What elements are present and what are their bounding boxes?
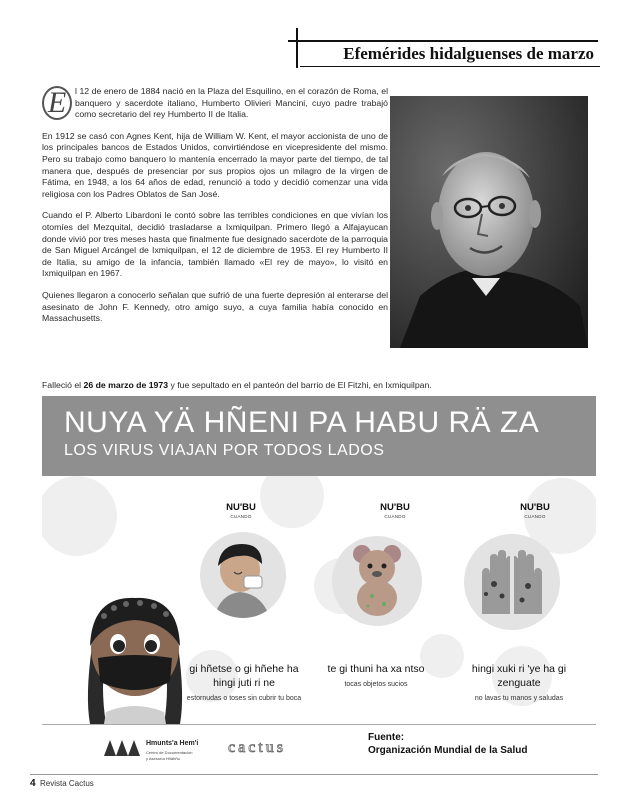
header-underline (300, 66, 600, 67)
portrait-photo (390, 96, 588, 348)
hmuntsa-hemi-logo-icon (102, 738, 142, 758)
paragraph-2: En 1912 se casó con Agnes Kent, hija de William W. Kent, el mayor accionista de uno de los principales bancos de Estados Unidos, convirtiéndose en vicepresidente del mismo. Pero su trabajo como banquero lo mantenía encerrado la mayor parte del tiempo, de tal manera que, después de presenciar por sus propios ojos un milagro de la virgen de Fátima, en 1948, a los 64 años de edad, renunció a todo y decidió comenzar una vida religiosa con los Padres Oblatos de San José. (42, 130, 388, 199)
banner-subtitle: LOS VIRUS VIAJAN POR TODOS LADOS (64, 442, 385, 459)
paragraph-3: Cuando el P. Alberto Libardoni le contó sobre las terribles condiciones en que vivían los otomíes del Mezquital, decidió trasladarse a Ixmiquilpan. Primero llegó a Alfajayucan donde vivió por tres meses hasta que finalmente fue designado sacerdote de la parroquia de San Miguel Arcángel de Ixmiquilpan, el 12 de diciembre de 1953. El rey Humberto II de Italia, su amigo de la infancia, también llamado «El rey de mayo», lo visitó en Ixmiquilpan en 1967. (42, 210, 388, 279)
tag-when-3: NU'BU CUANDO (520, 502, 550, 519)
source-value: Organización Mundial de la Salud (368, 745, 528, 756)
paragraph-1: E l 12 de enero de 1884 nació en la Plaza del Esquilino, en el corazón de Roma, el banquero y sacerdote italiano, Humberto Olivieri Mancini, cuyo padre trabajó como secretario del rey Humberto II de Italia. (42, 86, 388, 121)
caption-2: te gi thuni ha xa ntso tocas objetos sucios (327, 663, 425, 688)
header-horizontal-rule (288, 40, 598, 42)
source-label: Fuente: (368, 732, 405, 743)
tag-when-1: NU'BU CUANDO (226, 502, 256, 519)
magazine-name: Revista Cactus (40, 779, 94, 788)
dirty-hands-circle (464, 534, 560, 630)
infographic (42, 476, 596, 724)
page-number: 4 (30, 778, 36, 789)
caption-3: hingi xuki ri 'ye ha gi zenguate no lavas tu manos y saludas (471, 663, 567, 702)
cactus-logo-text: cactus (228, 739, 286, 756)
sneezing-boy-circle (200, 532, 286, 618)
page-rule (30, 774, 598, 775)
closing-line: Falleció el 26 de marzo de 1973 y fue sepultado en el panteón del barrio de El Fitzhi, en Ixmiquilpan. (42, 380, 432, 390)
paragraph-4: Quienes llegaron a conocerlo señalan que sufrió de una fuerte depresión al enterarse del asesinato de John F. Kennedy, otro amigo suyo, a cuya familia había conocido en Massachusetts. (42, 289, 388, 324)
caption-1: gi hñetse o gi hñehe ha hingi juti ri ne estornudas o toses sin cubrir tu boca (186, 663, 302, 702)
article-body (42, 86, 388, 335)
cactus-logo (226, 738, 336, 756)
org-name: Hmunts'a Hem'i (146, 740, 199, 747)
death-date: 26 de marzo de 1973 (83, 380, 169, 390)
org-line-1: Centro de Documentación (146, 750, 193, 755)
sneezing-boy-icon (200, 532, 286, 618)
campaign-banner (42, 396, 596, 476)
section-title: Efemérides hidalguenses de marzo (343, 44, 594, 63)
org-line-2: y Asesoría Hñähñu (146, 756, 180, 761)
header-vertical-rule (296, 28, 298, 68)
footer-rule (42, 724, 596, 725)
teddy-bear-circle (332, 536, 422, 626)
masked-child-illustration (70, 586, 200, 724)
tag-when-2: NU'BU CUANDO (380, 502, 410, 519)
drop-cap: E (42, 86, 72, 120)
banner-title: NUYA YÄ HÑENI PA HABU RÄ ZA (64, 406, 540, 439)
teddy-bear-icon (332, 536, 422, 626)
dirty-hands-icon (464, 534, 560, 630)
